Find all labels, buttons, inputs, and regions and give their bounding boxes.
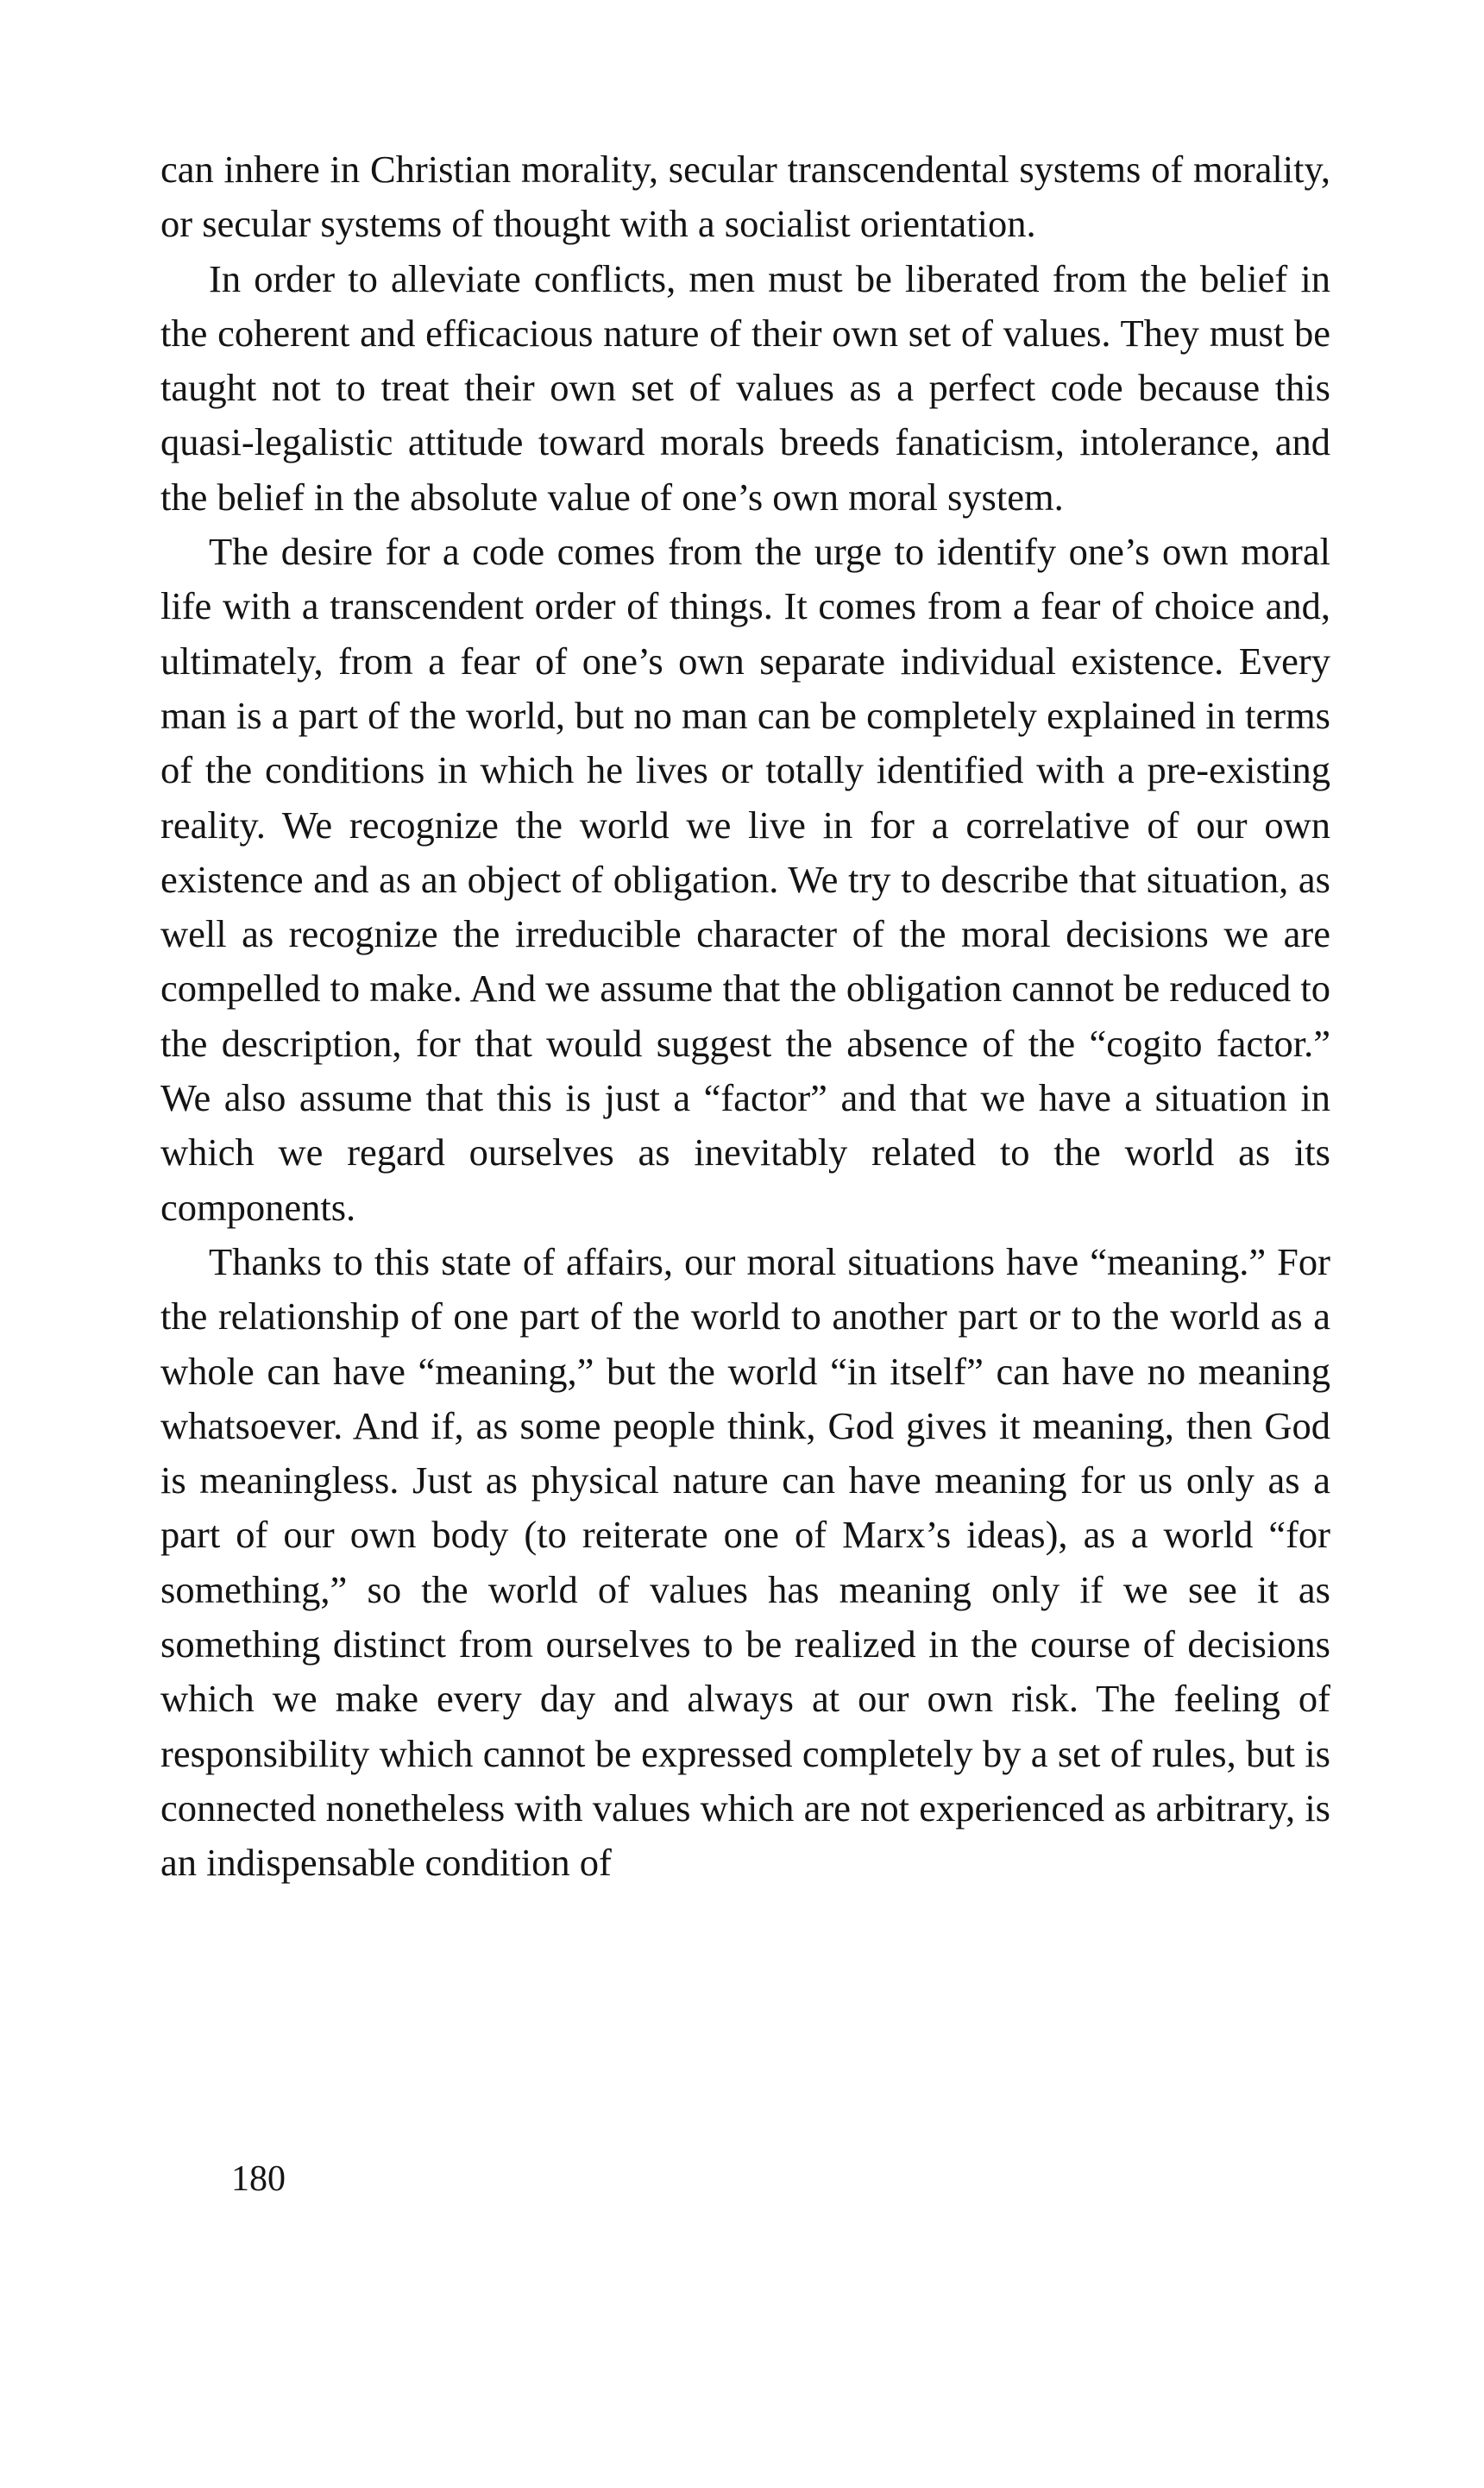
paragraph-meaning: Thanks to this state of affairs, our moral situations have “meaning.” For the relationship of one part of the world to another part or to the world as a whole can have “meaning,” but the world “in itself” can have no meaning whatsoever. And if, as some people think, God gives it meaning, then God is meaningless. Just as physical nature can have meaning for us only as a part of our own body (to reiterate one of Marx’s ideas), as a world “for something,” so the world of values has meaning only if we see it as something distinct from ourselves to be realized in the course of decisions which we make every day and always at our own risk. The feeling of responsibility which cannot be expressed completely by a set of rules, but is connected nonetheless with values which are not experienced as arbitrary, is an indispensable condition of: [160, 1239, 1330, 1885]
body-text: [160, 142, 1330, 1891]
paragraph-desire-for-code: The desire for a code comes from the urge to identify one’s own moral life with a transcendent order of things. It comes from a fear of choice and, ultimately, from a fear of one’s own separate individual existence. Every man is a part of the world, but no man can be completely explained in terms of the conditions in which he lives or totally identified with a pre-existing reality. We recognize the world we live in for a correlative of our own existence and as an object of obligation. We try to describe that situation, as well as recognize the irreducible character of the moral decisions we are compelled to make. And we assume that the obligation cannot be reduced to the description, for that would suggest the absence of the “cogito factor.” We also assume that this is just a “factor” and that we have a situation in which we regard ourselves as inevitably related to the world as its components.: [160, 530, 1330, 1229]
page-number: 180: [231, 2159, 286, 2199]
paragraph-conflicts: In order to alleviate conflicts, men must be liberated from the belief in the coherent and efficacious nature of their own set of values. They must be taught not to treat their own set of values as a perfect code because this quasi-legalistic attitude toward morals breeds fanaticism, intolerance, and the belief in the absolute value of one’s own moral system.: [160, 256, 1330, 519]
paragraph-continued: can inhere in Christian morality, secular transcendental systems of morality, or secular systems of thought with a socialist orientation.: [160, 148, 1330, 246]
